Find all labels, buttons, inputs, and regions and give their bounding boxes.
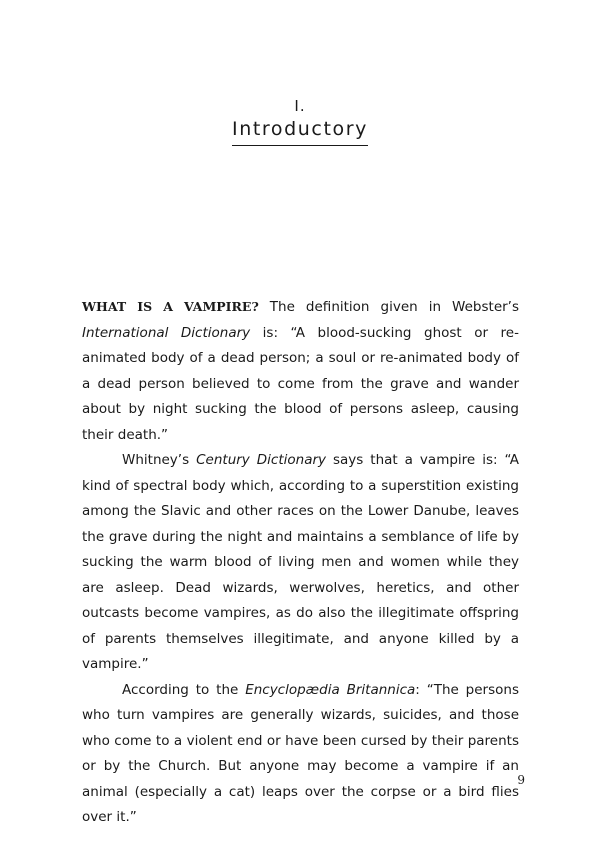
paragraph-2-text-b: says that a vampire is: “A kind of spectral body which, according to a superstition existing among the Slavic and other races on the Lower Danube, leaves the grave during the night and maintains a semblance of life by sucking the warm blood of living men and women while they are asleep. Dead wizards, werwolves, heretics, and other outcasts become vampires, as do also the illegitimate offspring of parents themselves illegitimate, and anyone killed by a vampire.” [82, 452, 519, 672]
paragraph-3-text-b: : “The persons who turn vampires are generally wizards, suicides, and those who come to a violent end or have been cursed by their parents or by the Church. But anyone may become a vampire if an animal (especially a cat) leaps over the corpse or a bird flies over it.” [82, 681, 519, 825]
paragraph-1-italic: International Dictionary [82, 324, 251, 341]
paragraph-1-text-b: is: “A blood-sucking ghost or re-animated body of a dead person; a soul or re-animated body of a dead person believed to come from the grave and wander about by night sucking the blood of persons asleep, causing their death.” [82, 324, 519, 443]
paragraph-3 [82, 678, 519, 831]
page-number: 9 [517, 773, 525, 787]
paragraph-3-italic: Encyclopædia Britannica [245, 681, 416, 698]
chapter-title: Introductory [232, 118, 368, 146]
lead-in: WHAT IS A VAMPIRE? [82, 299, 259, 314]
paragraph-2 [82, 448, 519, 678]
chapter-heading [0, 118, 600, 146]
paragraph-3-text-a: According to the [122, 681, 246, 698]
body-text [82, 294, 519, 831]
chapter-number: I. [294, 97, 306, 115]
paragraph-2-text-a: Whitney’s [122, 452, 197, 468]
paragraph-1 [82, 294, 519, 448]
paragraph-2-italic: Century Dictionary [196, 452, 327, 468]
paragraph-1-text-a: The definition given in Webster’s [258, 299, 519, 315]
